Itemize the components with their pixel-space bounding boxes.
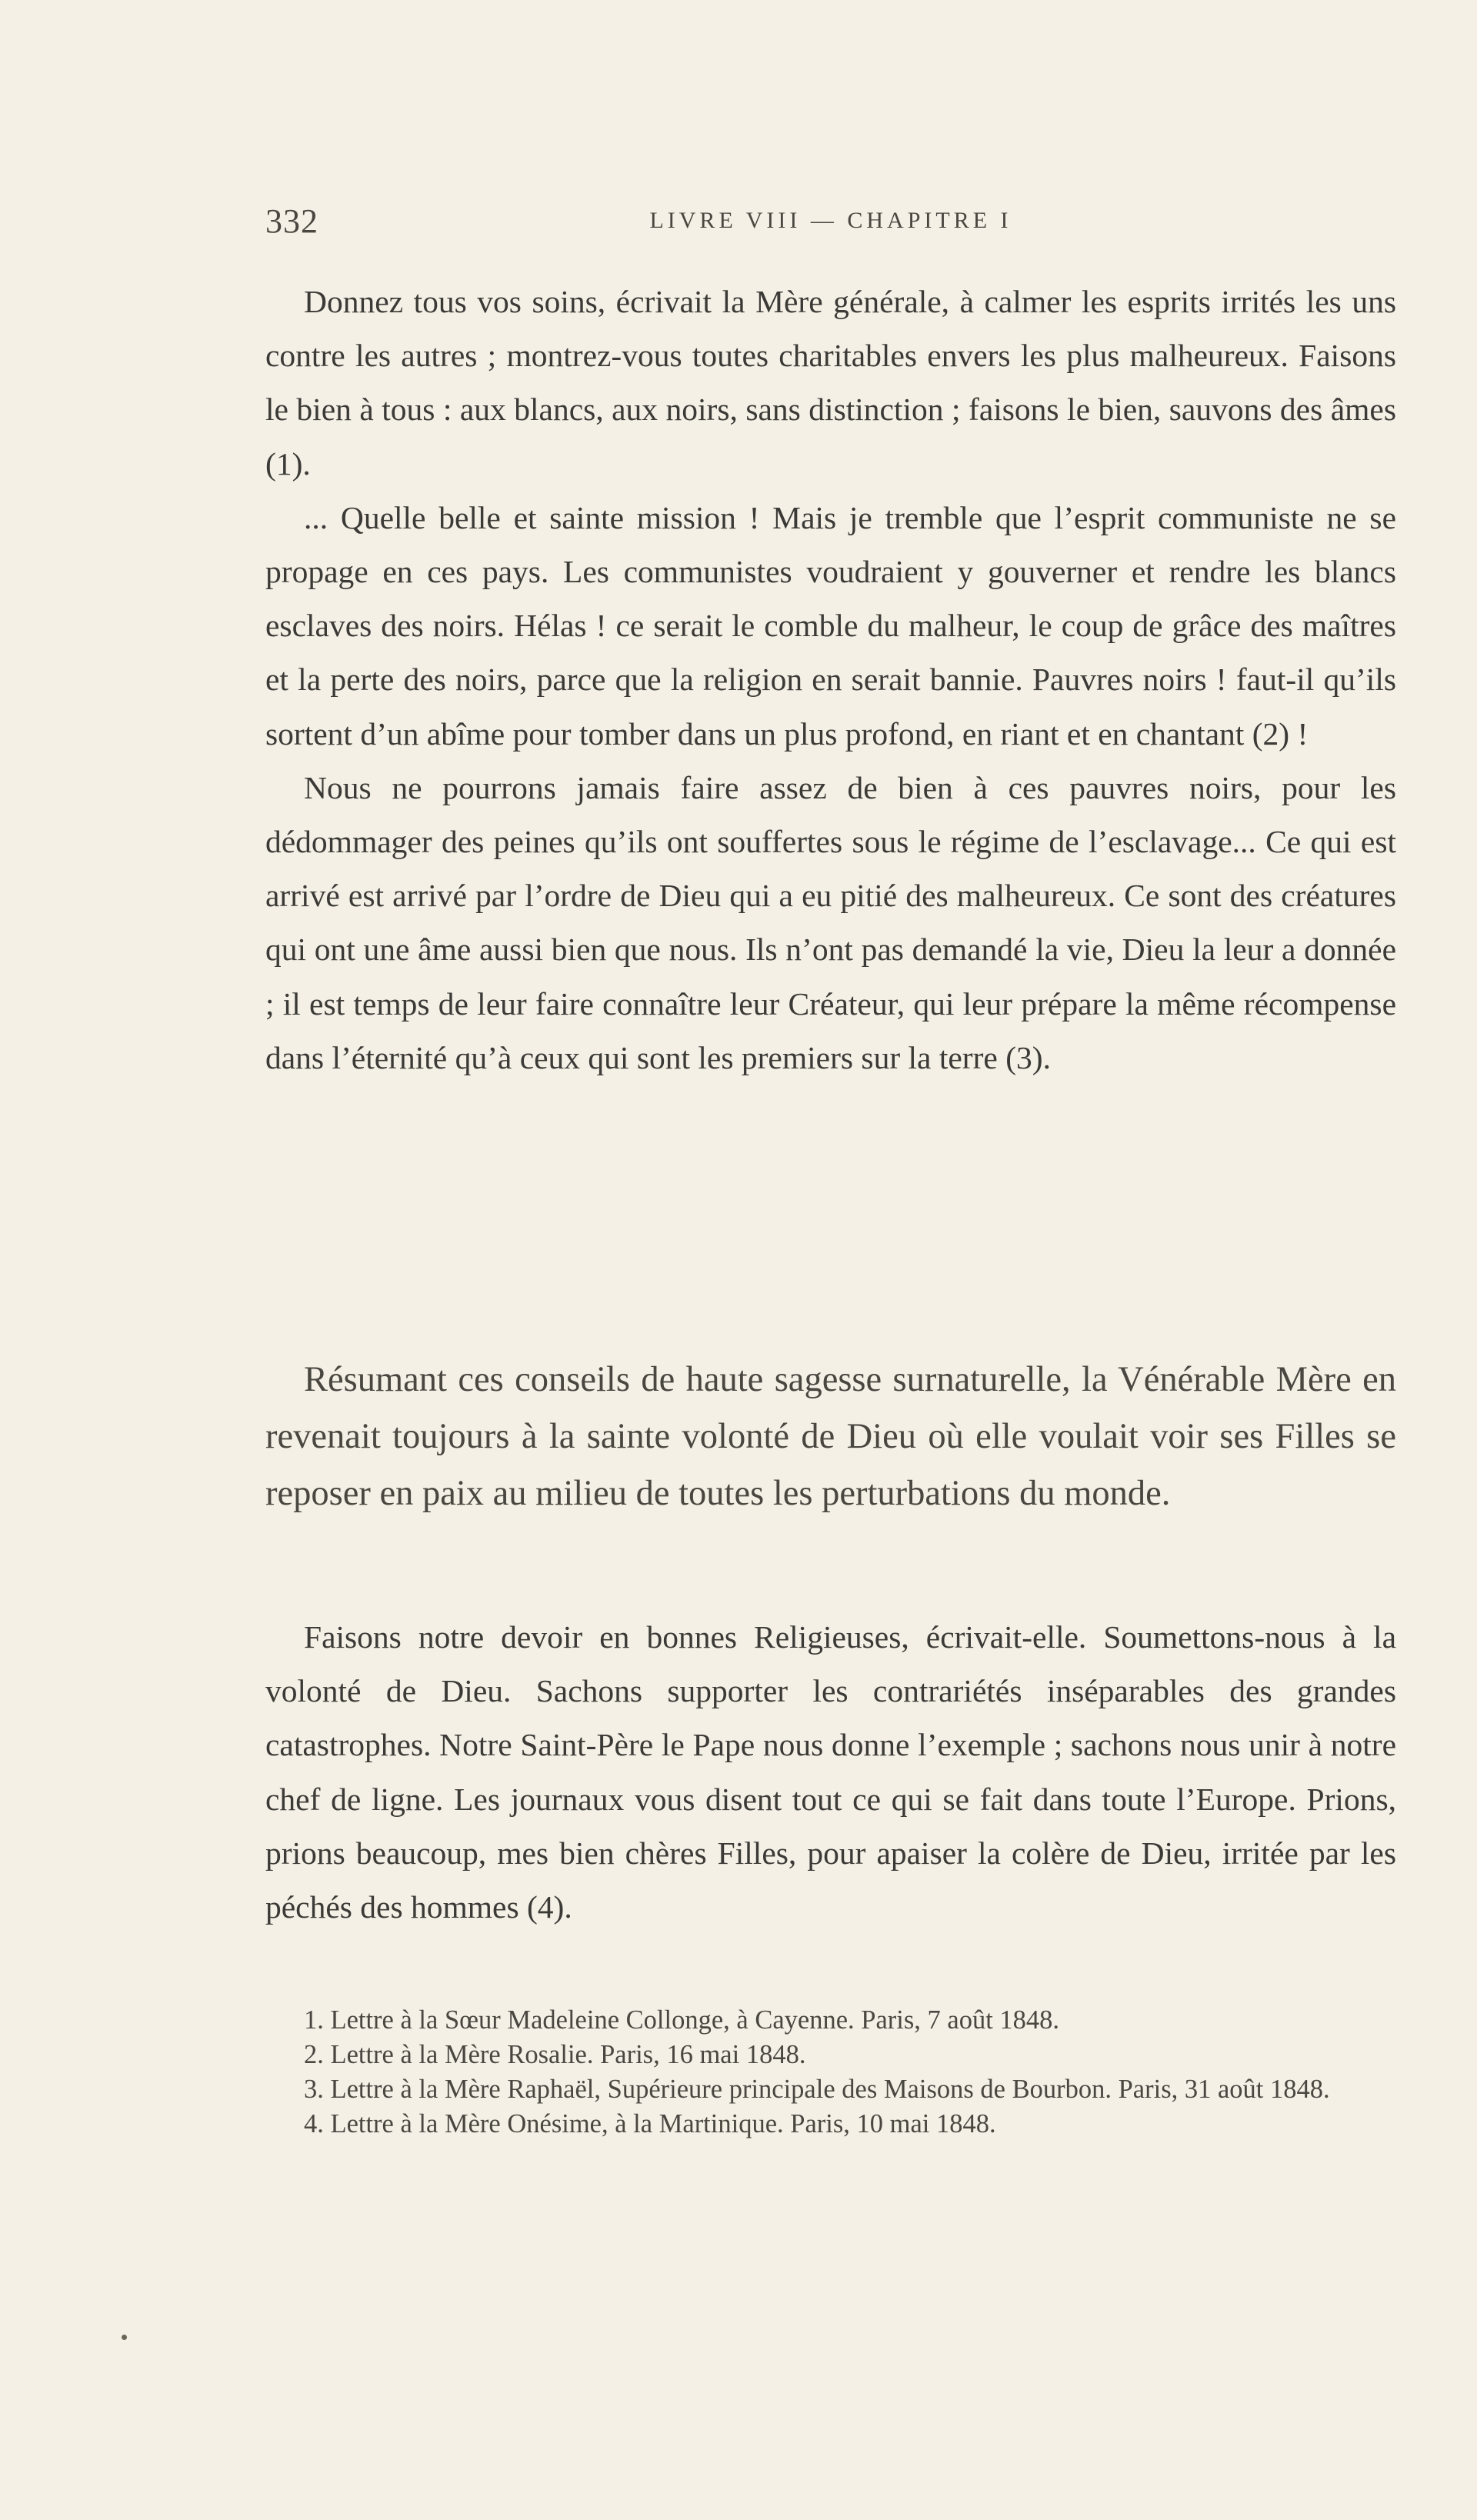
footnote-1: 1. Lettre à la Sœur Madeleine Collonge, à Cayenne. Paris, 7 août 1848. — [304, 2005, 1060, 2035]
quote-block-2 — [265, 1610, 1396, 1934]
footnote-4: 4. Lettre à la Mère Onésime, à la Martinique. Paris, 10 mai 1848. — [304, 2109, 996, 2138]
page-header — [265, 202, 1396, 240]
quote-paragraph-1: Donnez tous vos soins, écrivait la Mère générale, à calmer les esprits irrités les uns contre les autres ; montrez-vous toutes charitables envers les plus malheureux. Faisons le bien à tous : aux blancs, aux noirs, sans distinction ; faisons le bien, sauvons des âmes (1). — [265, 284, 1396, 482]
quote-paragraph-4: Faisons notre devoir en bonnes Religieuses, écrivait-elle. Soumettons-nous à la volonté de Dieu. Sachons supporter les contrariétés inséparables des grandes catastrophes. Notre Saint-Père le Pape nous donne l’exemple ; sachons nous unir à notre chef de ligne. Les journaux vous disent tout ce qui se fait dans toute l’Europe. Prions, prions beaucoup, mes bien chères Filles, pour apaiser la colère de Dieu, irritée par les péchés des hommes (4). — [265, 1619, 1396, 1925]
footnote-3: 3. Lettre à la Mère Raphaël, Supérieure principale des Maisons de Bourbon. Paris, 31 août 1848. — [304, 2075, 1330, 2104]
paper-speck — [122, 2335, 127, 2340]
running-head: LIVRE VIII — CHAPITRE I — [649, 208, 1012, 233]
quote-paragraph-2: ... Quelle belle et sainte mission ! Mais je tremble que l’esprit communiste ne se propage en ces pays. Les communistes voudraient y gouverner et rendre les blancs esclaves des noirs. Hélas ! ce serait le comble du malheur, le coup de grâce des maîtres et la perte des noirs, parce que la religion en serait bannie. Pauvres noirs ! faut-il qu’ils sortent d’un abîme pour tomber dans un plus profond, en riant et en chantant (2) ! — [265, 499, 1396, 752]
quote-paragraph-3: Nous ne pourrons jamais faire assez de bien à ces pauvres noirs, pour les dédommager des peines qu’ils ont souffertes sous le régime de l’esclavage... Ce qui est arrivé est arrivé par l’ordre de Dieu qui a eu pitié des malheureux. Ce sont des créatures qui ont une âme aussi bien que nous. Ils n’ont pas demandé la vie, Dieu la leur a donnée ; il est temps de leur faire connaître leur Créateur, qui leur prépare la même récompense dans l’éternité qu’à ceux qui sont les premiers sur la terre (3). — [265, 769, 1396, 1075]
footnotes — [265, 2003, 1396, 2142]
quote-block-1 — [265, 275, 1396, 1085]
footnote-2: 2. Lettre à la Mère Rosalie. Paris, 16 mai 1848. — [304, 2040, 806, 2069]
narrative-paragraph: Résumant ces conseils de haute sagesse surnaturelle, la Vénérable Mère en revenait toujours à la sainte volonté de Dieu où elle voulait voir ses Filles se reposer en paix au milieu de toutes les perturbations du monde. — [265, 1360, 1396, 1513]
narrative-block — [265, 1352, 1396, 1522]
page-number: 332 — [265, 202, 318, 240]
